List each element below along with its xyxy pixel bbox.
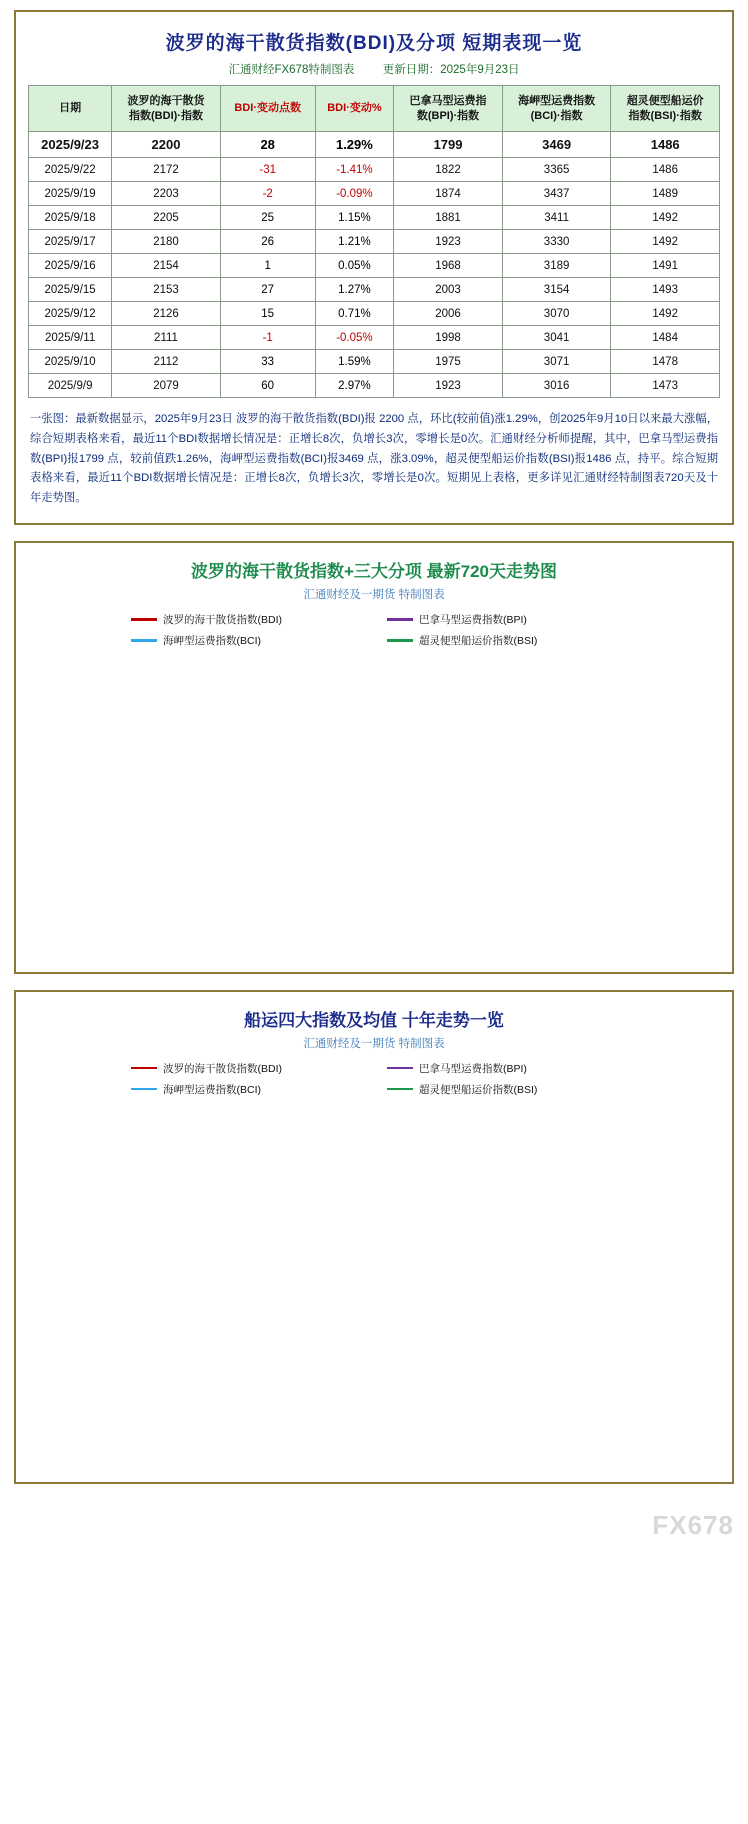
legend-label: 海岬型运费指数(BCI) — [163, 1083, 261, 1096]
cell-bsi: 1484 — [611, 326, 720, 350]
table-body — [29, 132, 720, 398]
legend-label: 巴拿马型运费指数(BPI) — [419, 1062, 527, 1075]
legend-swatch-icon — [131, 1088, 157, 1091]
cell-bpi: 1799 — [394, 132, 503, 158]
cell-change-pct: 0.05% — [315, 254, 394, 278]
col-bci: 海岬型运费指数 (BCI)·指数 — [502, 86, 611, 132]
legend-swatch-icon — [387, 618, 413, 621]
page-title: 波罗的海干散货指数(BDI)及分项 短期表现一览 — [165, 33, 583, 54]
cell-change-points: 33 — [220, 350, 315, 374]
legend-item — [387, 612, 617, 627]
cell-bpi: 1975 — [394, 350, 503, 374]
cell-bsi: 1486 — [611, 132, 720, 158]
cell-change-points: -1 — [220, 326, 315, 350]
cell-bdi: 2079 — [112, 374, 221, 398]
cell-bpi: 1881 — [394, 206, 503, 230]
source-label: 汇通财经FX678特制图表 — [228, 64, 355, 76]
short-term-table-card — [14, 10, 734, 525]
cell-bdi: 2203 — [112, 182, 221, 206]
table-head — [29, 86, 720, 132]
cell-date: 2025/9/17 — [29, 230, 112, 254]
legend-label: 超灵便型船运价指数(BSI) — [419, 634, 538, 647]
legend-swatch-icon — [131, 639, 157, 642]
cell-bci: 3041 — [502, 326, 611, 350]
cell-change-pct: 1.15% — [315, 206, 394, 230]
cell-change-points: 27 — [220, 278, 315, 302]
col-date: 日期 — [29, 86, 112, 132]
cell-bci: 3154 — [502, 278, 611, 302]
legend-label: 波罗的海干散货指数(BDI) — [163, 613, 282, 626]
cell-bci: 3189 — [502, 254, 611, 278]
cell-change-pct: -0.09% — [315, 182, 394, 206]
table-row — [29, 350, 720, 374]
summary-note: 一张图：最新数据显示，2025年9月23日 波罗的海干散货指数(BDI)报 2200 点，环比(较前值)涨1.29%，创2025年9月10日以来最大涨幅，综合短期表格来看，最近11个BDI数据增长情况是：正增长8次，负增长3次，零增长是0次。汇通财经分析师提醒，其中，巴拿马型运费指数(BPI)报1799 点，较前值跌1.26%，海岬型运费指数(BCI)报3469 点，涨3.09%，超灵便型船运价指数(BSI)报1486 点，持平。综合短期表格来看，最近11个BDI数据增长情况是：正增长8次，负增长3次，零增长是0次。短期见上表格，更多详见汇通财经特制图表720天及十年走势图。 — [30, 413, 718, 505]
legend-item — [131, 1082, 361, 1097]
chart-10y-svg — [26, 1103, 722, 1420]
cell-change-pct: 1.59% — [315, 350, 394, 374]
cell-bsi: 1491 — [611, 254, 720, 278]
legend-item — [131, 1061, 361, 1076]
legend-swatch-icon — [131, 618, 157, 621]
chart-720d-legend — [26, 608, 722, 654]
chart-10y-xaxis — [26, 1420, 722, 1472]
cell-date: 2025/9/12 — [29, 302, 112, 326]
cell-change-points: -2 — [220, 182, 315, 206]
cell-date: 2025/9/15 — [29, 278, 112, 302]
cell-bci: 3070 — [502, 302, 611, 326]
cell-bpi: 1822 — [394, 158, 503, 182]
cell-bdi: 2153 — [112, 278, 221, 302]
cell-bsi: 1489 — [611, 182, 720, 206]
legend-label: 波罗的海干散货指数(BDI) — [163, 1062, 282, 1075]
cell-bci: 3365 — [502, 158, 611, 182]
cell-bsi: 1478 — [611, 350, 720, 374]
table-row — [29, 302, 720, 326]
chart-720d-subtitle: 汇通财经及一期货 特制图表 — [303, 588, 445, 601]
cell-bdi: 2180 — [112, 230, 221, 254]
cell-date: 2025/9/16 — [29, 254, 112, 278]
cell-bdi: 2205 — [112, 206, 221, 230]
table-row — [29, 230, 720, 254]
cell-bsi: 1493 — [611, 278, 720, 302]
cell-bpi: 2003 — [394, 278, 503, 302]
col-bdi-change-points: BDI·变动点数 — [220, 86, 315, 132]
cell-change-points: 15 — [220, 302, 315, 326]
col-bpi: 巴拿马型运费指 数(BPI)·指数 — [394, 86, 503, 132]
legend-item — [387, 1082, 617, 1097]
chart-720d-title: 波罗的海干散货指数+三大分项 最新720天走势图 — [190, 561, 557, 581]
cell-change-points: -31 — [220, 158, 315, 182]
legend-item — [131, 612, 361, 627]
cell-change-pct: -0.05% — [315, 326, 394, 350]
table-row — [29, 326, 720, 350]
col-bsi: 超灵便型船运价 指数(BSI)·指数 — [611, 86, 720, 132]
cell-bdi: 2154 — [112, 254, 221, 278]
table-row — [29, 132, 720, 158]
cell-date: 2025/9/9 — [29, 374, 112, 398]
table-row — [29, 254, 720, 278]
brand-watermark: FX678 — [652, 1509, 734, 1540]
table-row — [29, 374, 720, 398]
cell-change-pct: 1.29% — [315, 132, 394, 158]
cell-bpi: 2006 — [394, 302, 503, 326]
cell-bdi: 2200 — [112, 132, 221, 158]
table-row — [29, 278, 720, 302]
source-line — [28, 61, 720, 85]
cell-bdi: 2112 — [112, 350, 221, 374]
cell-date: 2025/9/10 — [29, 350, 112, 374]
chart-720d-xaxis — [26, 910, 722, 962]
cell-change-pct: 1.27% — [315, 278, 394, 302]
cell-bdi: 2126 — [112, 302, 221, 326]
chart-720d-plot-wrap — [26, 654, 722, 962]
legend-item — [387, 633, 617, 648]
cell-bdi: 2111 — [112, 326, 221, 350]
cell-bpi: 1968 — [394, 254, 503, 278]
cell-date: 2025/9/19 — [29, 182, 112, 206]
cell-bsi: 1473 — [611, 374, 720, 398]
cell-change-pct: -1.41% — [315, 158, 394, 182]
cell-bpi: 1923 — [394, 374, 503, 398]
chart-10y-card — [14, 990, 734, 1484]
col-bdi: 波罗的海干散货 指数(BDI)·指数 — [112, 86, 221, 132]
cell-bsi: 1492 — [611, 230, 720, 254]
cell-bci: 3411 — [502, 206, 611, 230]
update-date-label: 更新日期：2025年9月23日 — [382, 64, 520, 76]
legend-swatch-icon — [387, 1067, 413, 1070]
cell-bci: 3330 — [502, 230, 611, 254]
bdi-table — [28, 85, 720, 398]
cell-bdi: 2172 — [112, 158, 221, 182]
cell-date: 2025/9/18 — [29, 206, 112, 230]
cell-bpi: 1923 — [394, 230, 503, 254]
cell-bsi: 1492 — [611, 302, 720, 326]
cell-bpi: 1998 — [394, 326, 503, 350]
cell-bsi: 1492 — [611, 206, 720, 230]
col-bdi-change-pct: BDI·变动% — [315, 86, 394, 132]
chart-10y-title: 船运四大指数及均值 十年走势一览 — [244, 1010, 504, 1030]
cell-change-points: 25 — [220, 206, 315, 230]
legend-label: 巴拿马型运费指数(BPI) — [419, 613, 527, 626]
cell-bci: 3016 — [502, 374, 611, 398]
cell-bci: 3437 — [502, 182, 611, 206]
cell-date: 2025/9/22 — [29, 158, 112, 182]
cell-change-points: 26 — [220, 230, 315, 254]
cell-change-pct: 0.71% — [315, 302, 394, 326]
legend-swatch-icon — [387, 639, 413, 642]
cell-date: 2025/9/23 — [29, 132, 112, 158]
table-row — [29, 206, 720, 230]
cell-change-pct: 2.97% — [315, 374, 394, 398]
cell-bci: 3071 — [502, 350, 611, 374]
legend-label: 海岬型运费指数(BCI) — [163, 634, 261, 647]
chart-10y-plot-wrap — [26, 1103, 722, 1472]
cell-bci: 3469 — [502, 132, 611, 158]
chart-720d-svg — [26, 654, 722, 910]
cell-change-points: 1 — [220, 254, 315, 278]
cell-bsi: 1486 — [611, 158, 720, 182]
legend-swatch-icon — [387, 1088, 413, 1091]
chart-10y-legend — [26, 1057, 722, 1103]
table-row — [29, 158, 720, 182]
table-header-row — [29, 86, 720, 132]
table-row — [29, 182, 720, 206]
legend-swatch-icon — [131, 1067, 157, 1070]
legend-label: 超灵便型船运价指数(BSI) — [419, 1083, 538, 1096]
chart-720d-card — [14, 541, 734, 974]
legend-item — [131, 633, 361, 648]
cell-change-points: 28 — [220, 132, 315, 158]
cell-bpi: 1874 — [394, 182, 503, 206]
cell-change-points: 60 — [220, 374, 315, 398]
chart-10y-subtitle: 汇通财经及一期货 特制图表 — [303, 1037, 445, 1050]
cell-change-pct: 1.21% — [315, 230, 394, 254]
cell-date: 2025/9/11 — [29, 326, 112, 350]
legend-item — [387, 1061, 617, 1076]
